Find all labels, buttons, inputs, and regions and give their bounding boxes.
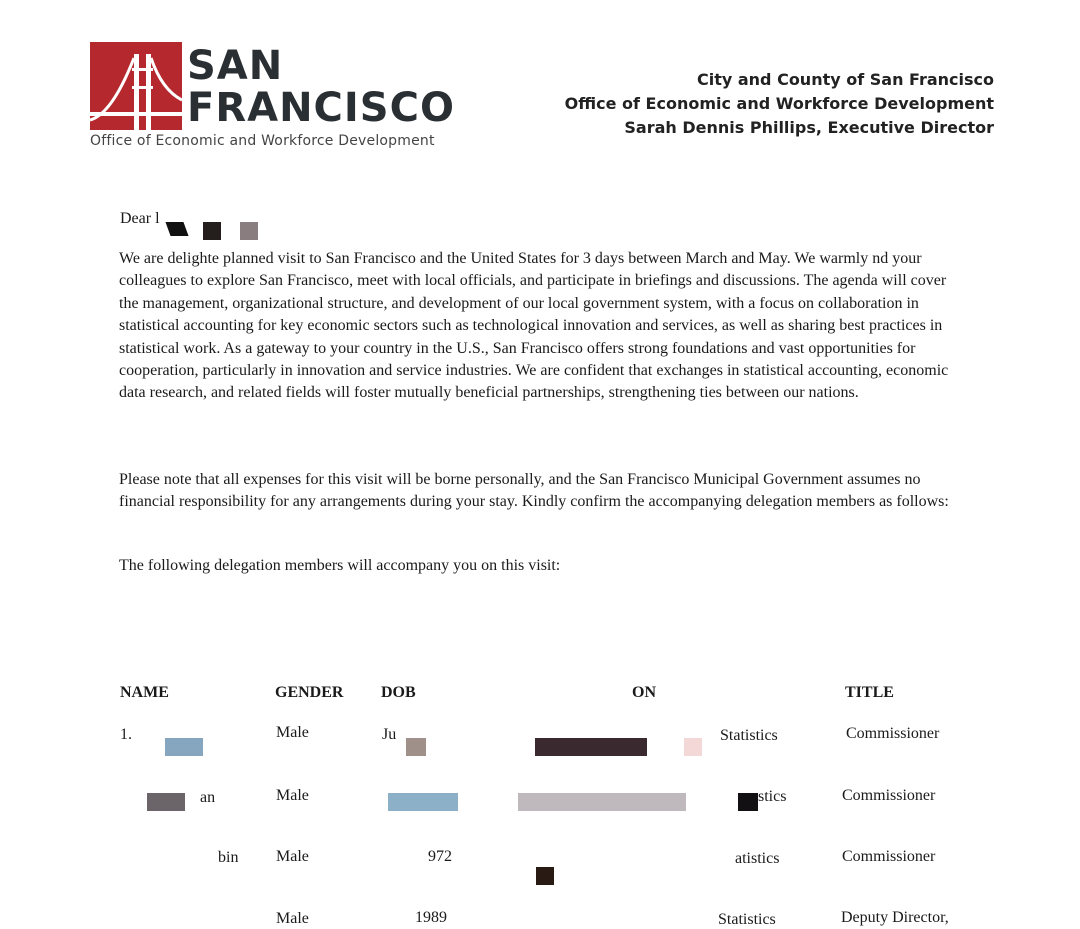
- redaction-mark: [165, 222, 188, 236]
- cell-name: bin: [218, 849, 239, 866]
- redaction-mark: [406, 738, 426, 756]
- cell-organization: atistics: [735, 850, 780, 867]
- golden-gate-bridge-icon: [90, 42, 182, 130]
- cell-name: an: [200, 789, 216, 806]
- redaction-mark: [147, 793, 185, 811]
- table-header-organization: ON: [632, 684, 656, 701]
- redaction-mark: [203, 222, 221, 240]
- cell-gender: Male: [276, 724, 309, 741]
- table-header-gender: GENDER: [275, 684, 344, 701]
- letter-greeting: Dear l: [120, 210, 160, 227]
- cell-title: Commissioner: [846, 725, 940, 742]
- header-line-office: Office of Economic and Workforce Development: [564, 94, 994, 113]
- cell-title: Deputy Director,: [841, 909, 949, 926]
- logo-word-san: SAN: [187, 43, 284, 89]
- redaction-mark: [165, 738, 203, 756]
- cell-gender: Male: [276, 910, 309, 927]
- redaction-mark: [518, 793, 686, 811]
- redaction-mark: [535, 738, 647, 756]
- letter-paragraph-invitation: We are delighte planned visit to San Francisco and the United States for 3 days between March and May. We warmly nd your colleagues to explore San Francisco, meet with local officials, and participate in briefings and discussions. The agenda will cover the management, organizational structure, and development of our local government system, with a focus on collaboration in statistical accounting for key economic sectors such as technological innovation and services, as well as sharing best practices in statistical work. As a gateway to your country in the U.S., San Francisco offers strong foundations and vast opportunities for cooperation, particularly in innovation and service industries. We are confident that exchanges in statistical accounting, economic data research, and related fields will foster mutually beneficial partnerships, strengthening ties between our nations.: [119, 250, 949, 402]
- logo-word-francisco: FRANCISCO: [187, 85, 455, 131]
- logo-subtitle: Office of Economic and Workforce Development: [90, 133, 435, 149]
- cell-gender: Male: [276, 848, 309, 865]
- letterhead-address: [565, 68, 994, 140]
- cell-dob: 972: [428, 848, 452, 865]
- cell-name: 1.: [120, 726, 132, 743]
- sf-logo: [90, 42, 455, 152]
- cell-gender: Male: [276, 787, 309, 804]
- table-header-title: TITLE: [845, 684, 894, 701]
- cell-dob: 1989: [415, 909, 447, 926]
- redaction-mark: [240, 222, 258, 240]
- redaction-mark: [738, 793, 758, 811]
- header-line-city: City and County of San Francisco: [696, 70, 994, 89]
- redaction-mark: [536, 867, 554, 885]
- cell-title: Commissioner: [842, 787, 936, 804]
- redaction-mark: [684, 738, 702, 756]
- cell-title: Commissioner: [842, 848, 936, 865]
- letter-paragraph-delegation: The following delegation members will accompany you on this visit:: [119, 557, 561, 574]
- table-header-dob: DOB: [381, 684, 416, 701]
- redaction-mark: [388, 793, 458, 811]
- cell-organization: stics: [758, 788, 787, 805]
- cell-dob: Ju: [382, 726, 397, 743]
- letter-paragraph-expenses: Please note that all expenses for this visit will be borne personally, and the San Francisco Municipal Government assumes no financial responsibility for any arrangements during your stay. Kindly confirm the accompanying delegation members as follows:: [119, 471, 949, 511]
- table-header-name: NAME: [120, 684, 169, 701]
- cell-organization: Statistics: [718, 911, 776, 928]
- header-line-director: Sarah Dennis Phillips, Executive Director: [624, 118, 994, 137]
- cell-organization: Statistics: [720, 727, 778, 744]
